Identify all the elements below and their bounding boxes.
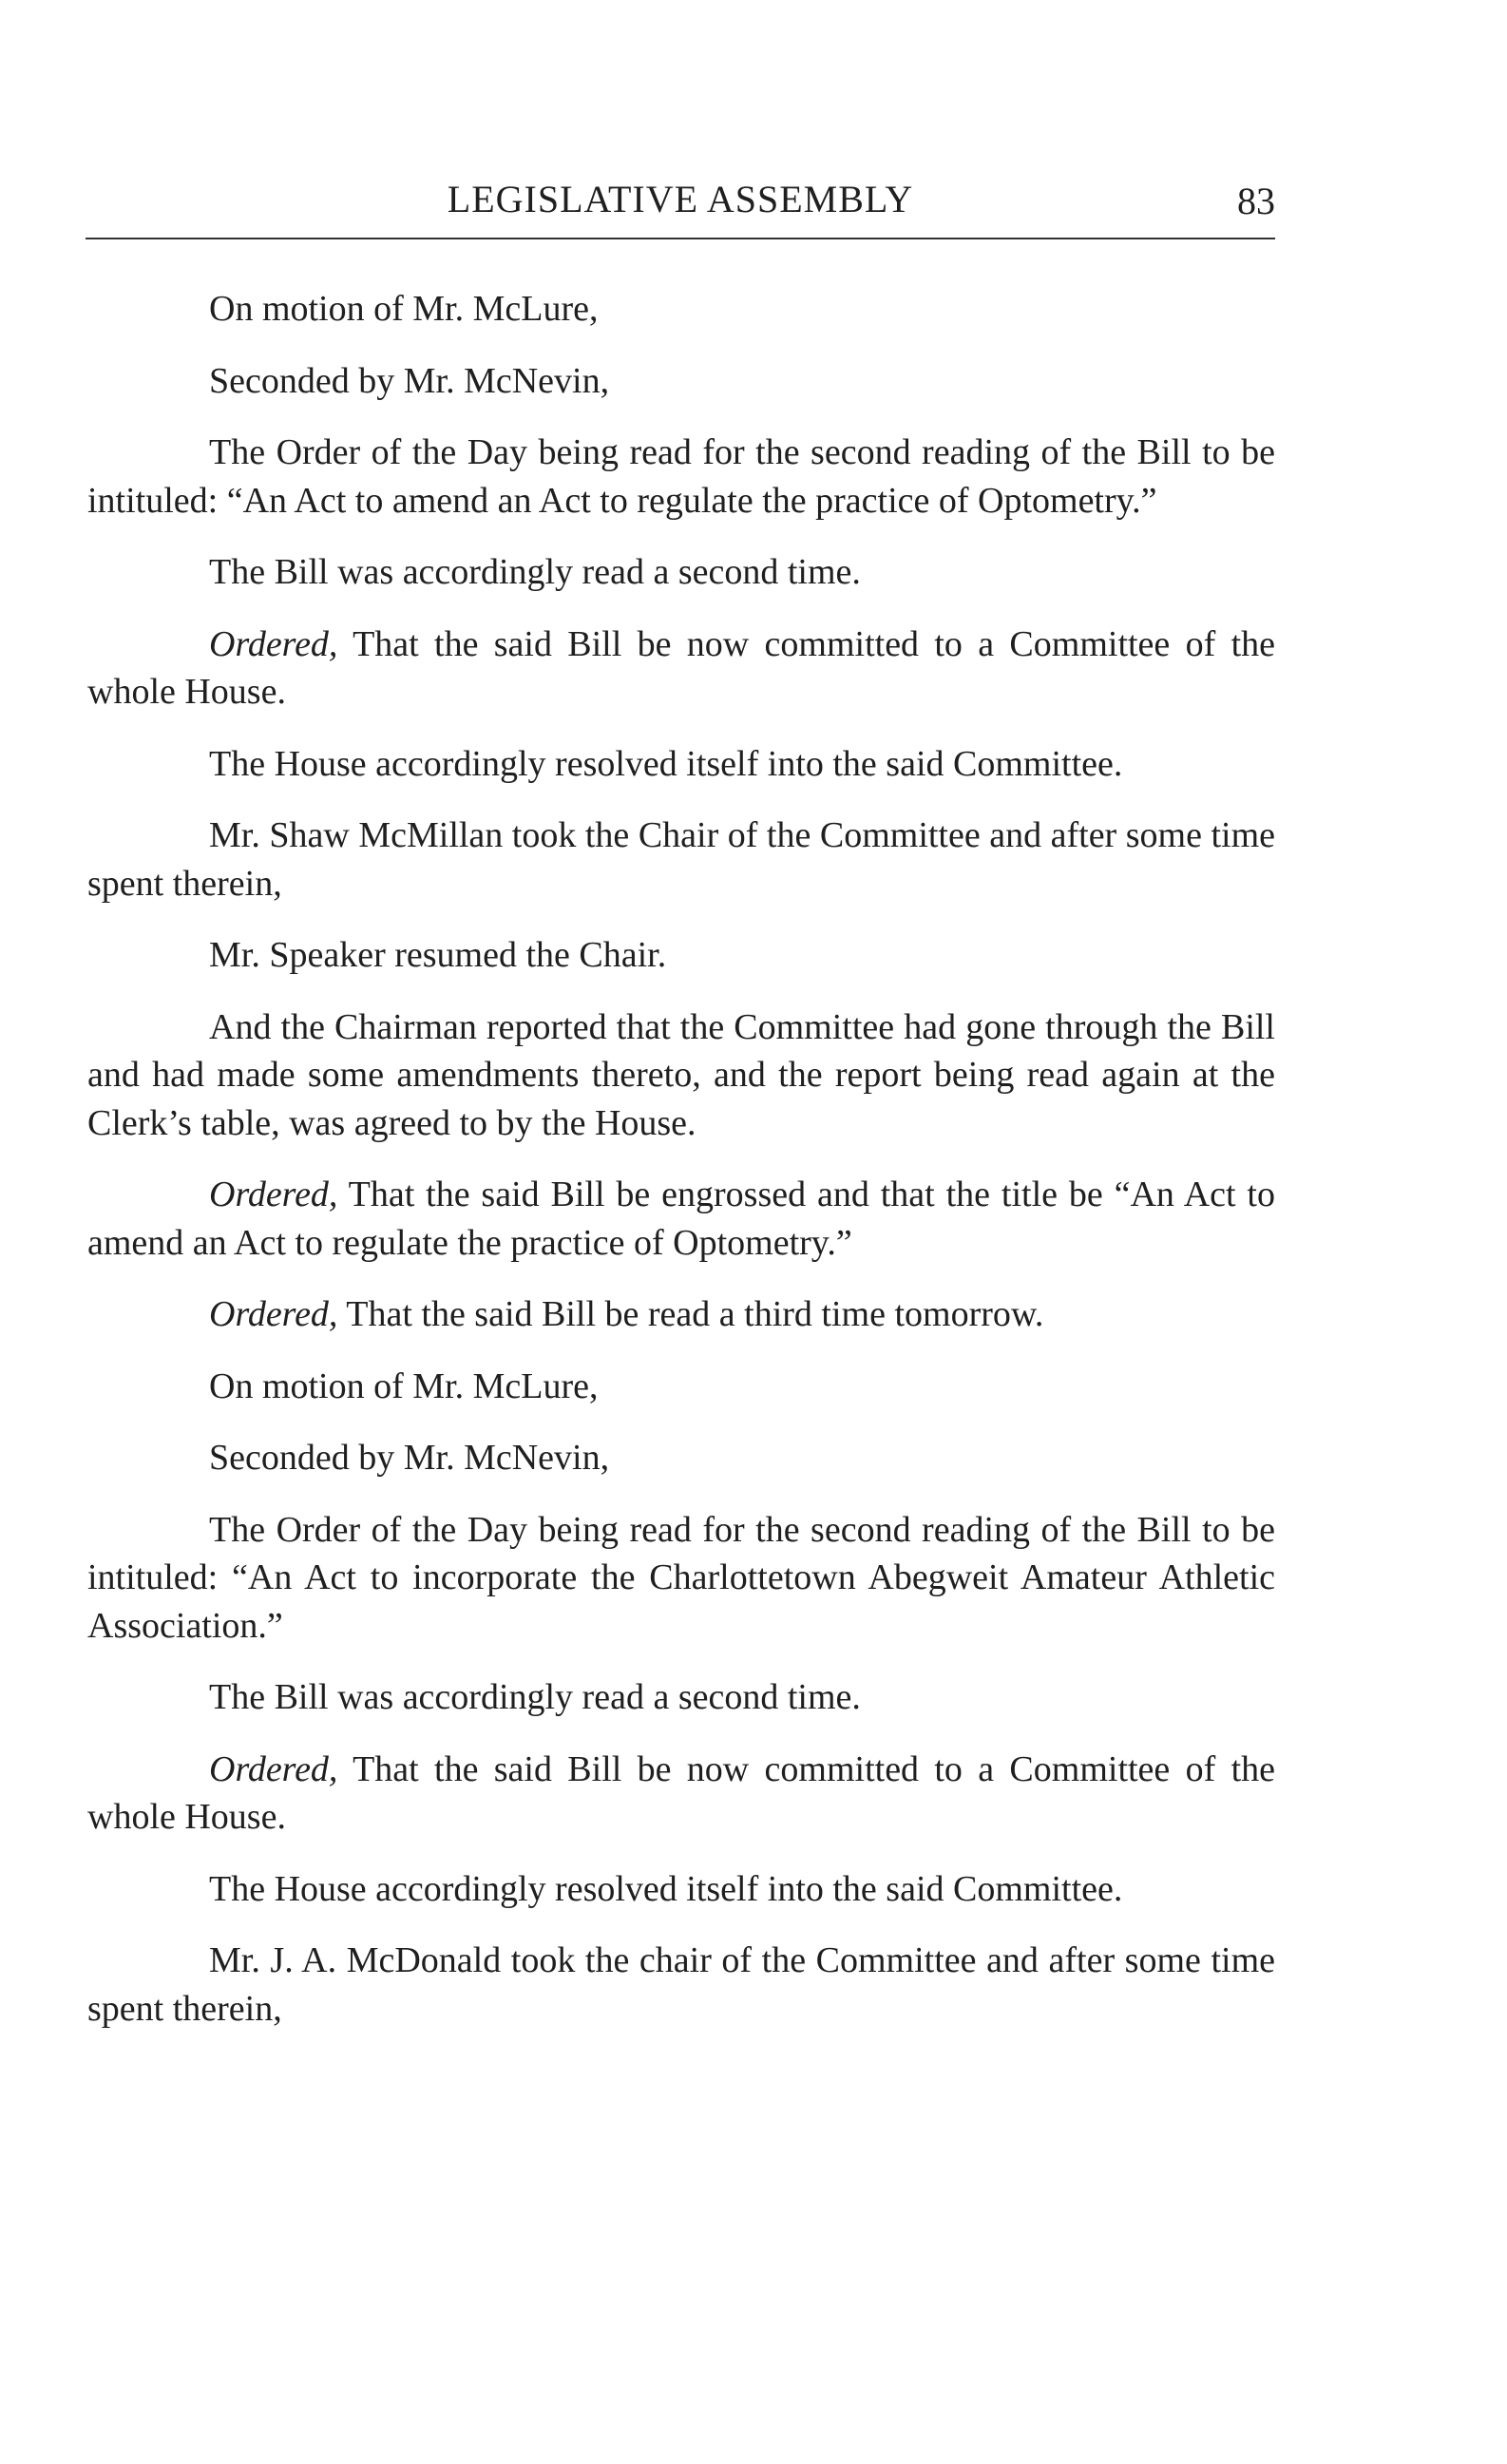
ordered-lead: Ordered, — [209, 1748, 338, 1789]
paragraph-text: And the Chairman reported that the Committee had gone through the Bill and had made some amendments thereto, and the report being read again at the Clerk’s table, was agreed to by the House. — [87, 1006, 1275, 1143]
paragraph — [87, 1290, 1275, 1339]
paragraph — [87, 357, 1275, 406]
page-number: 83 — [1237, 180, 1275, 222]
paragraph-text: Mr. Speaker resumed the Chair. — [209, 935, 667, 975]
paragraph-text: Mr. J. A. McDonald took the chair of the Committee and after some time spent therein, — [87, 1940, 1275, 2029]
ordered-lead: Ordered, — [209, 1175, 338, 1214]
paragraph-text: The Order of the Day being read for the second reading of the Bill to be intituled: “An Act to amend an Act to regulate the practice of Optometry.” — [87, 432, 1275, 521]
paragraph-text: The House accordingly resolved itself into the said Committee. — [209, 743, 1123, 784]
running-title: LEGISLATIVE ASSEMBLY — [447, 178, 914, 220]
paragraph — [87, 1673, 1275, 1722]
paragraph-text: Seconded by Mr. McNevin, — [209, 1438, 610, 1478]
paragraph-text: Seconded by Mr. McNevin, — [209, 360, 610, 401]
paragraph — [87, 1506, 1275, 1651]
paragraph-text: The Bill was accordingly read a second time. — [209, 1677, 861, 1717]
page-body — [87, 285, 1275, 2056]
paragraph-text: The House accordingly resolved itself into the said Committee. — [209, 1868, 1123, 1909]
paragraph — [87, 548, 1275, 597]
paragraph — [87, 931, 1275, 980]
paragraph — [87, 1434, 1275, 1482]
paragraph-text: On motion of Mr. McLure, — [209, 289, 599, 329]
paragraph-text: That the said Bill be now committed to a Committee of the whole House. — [87, 1748, 1275, 1837]
paragraph — [87, 812, 1275, 907]
paragraph-text: The Order of the Day being read for the second reading of the Bill to be intituled: “An Act to incorporate the Charlottetown Abegweit Amateur Athletic Association.” — [87, 1509, 1275, 1646]
paragraph — [87, 740, 1275, 789]
ordered-lead: Ordered, — [209, 1294, 338, 1334]
paragraph — [87, 429, 1275, 525]
paragraph — [87, 621, 1275, 716]
paragraph-text: That the said Bill be now committed to a Committee of the whole House. — [87, 623, 1275, 712]
paragraph-text: On motion of Mr. McLure, — [209, 1366, 599, 1406]
paragraph — [87, 1937, 1275, 2033]
page-header — [86, 171, 1275, 239]
paragraph — [87, 1171, 1275, 1267]
paragraph — [87, 1746, 1275, 1842]
paragraph — [87, 1363, 1275, 1411]
ordered-lead: Ordered, — [209, 623, 338, 664]
paragraph-text: That the said Bill be read a third time tomorrow. — [337, 1294, 1044, 1334]
paragraph — [87, 1003, 1275, 1148]
paragraph-text: The Bill was accordingly read a second time. — [209, 552, 861, 592]
paragraph — [87, 285, 1275, 334]
paragraph — [87, 1865, 1275, 1914]
paragraph-text: Mr. Shaw McMillan took the Chair of the Committee and after some time spent therein, — [87, 815, 1275, 904]
paragraph-text: That the said Bill be engrossed and that the title be “An Act to amend an Act to regulate the practice of Optometry.” — [87, 1175, 1275, 1263]
